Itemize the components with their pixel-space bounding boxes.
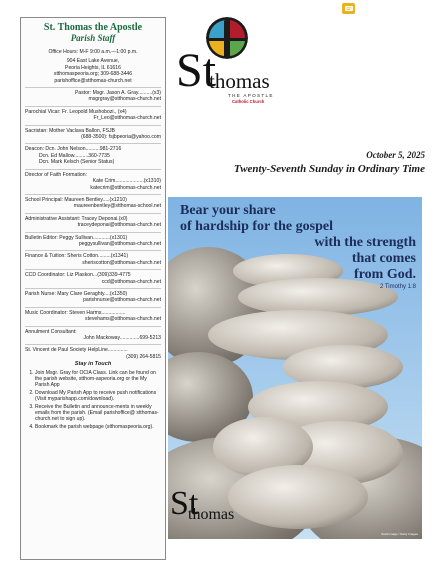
parish-logo	[176, 17, 276, 109]
formation-entry: Director of Faith Formation: Kate Crim....................(x1310) katecrim@stthomas-church.net	[25, 170, 161, 195]
finance-email[interactable]: sheriscotton@stthomas-church.net	[82, 259, 161, 266]
ccd-entry: CCD Coordinator: Liz Plaskon...(309)339-4775 ccd@stthomas-church.net	[25, 270, 161, 289]
list-item: 2. Download My Parish App to receive push notifications (Visit myparishapp.com/download).	[35, 390, 161, 403]
deacon-row: Dcn. Ed Mallow..........360-7735	[39, 152, 110, 159]
office-hours: Office Hours: M-F 9:00 a.m.—1:00 p.m.	[48, 49, 138, 55]
vicar-entry: Parochial Vicar: Fr. Leopold Mushobozi., (x4) Fr_Leo@stthomas-church.net	[25, 107, 161, 126]
music-email[interactable]: stevehams@stthomas-church.net	[85, 316, 161, 323]
watermark-logo: St thomas	[170, 485, 235, 523]
staff-title: St. Thomas the Apostle	[43, 22, 143, 33]
deacon-row: Deacon: Dcn. John Nelson..........981-2716	[25, 146, 122, 153]
address-line: 904 East Lake Avenue,	[66, 58, 120, 65]
finance-entry: Finance & Tuition: Sheris Cotton.........(x1341) sheriscotton@stthomas-church.net	[25, 251, 161, 270]
principal-email[interactable]: maureenbentley@stthomas-school.net	[73, 203, 161, 210]
annulment-entry: Annulment Consultant: John Mackoway..............699-5213	[25, 327, 161, 346]
photo-credit: Stock image / Getty Images	[381, 532, 418, 536]
list-item: 4. Bookmark the parish webpage (stthomaspeoria.org).	[35, 424, 161, 430]
logo-thomas: thomas	[209, 69, 270, 93]
parish-staff-box	[20, 17, 166, 560]
admin-entry: Administrative Assistant: Tracey Deponai.(x0) traceydeponai@stthomas-church.net	[25, 214, 161, 233]
office-email[interactable]: parishoffice@stthomas-church.net	[54, 77, 132, 84]
deacons-entry	[25, 144, 161, 169]
staff-subtitle: Parish Staff	[70, 33, 116, 43]
address-line: Peoria Heights, IL 61616	[65, 64, 121, 71]
pastor-email[interactable]: msgrgray@stthomas-church.net	[88, 96, 161, 103]
sacristan-entry: Sacristan: Mother Vaclava Ballon, FSJB (688-3500): fsjbpeoria@yahoo.com	[25, 126, 161, 145]
scripture-verse: Bear your share of hardship for the gospel with the strength that comes from God. 2 Timothy 1:8	[168, 203, 416, 292]
nurse-email[interactable]: parishnurse@stthomas-church.net	[83, 297, 161, 304]
bulletin-email[interactable]: peggysullivan@stthomas-church.net	[78, 240, 161, 247]
logo-apostle: THE APOSTLE	[228, 93, 274, 98]
principal-entry: School Principal: Maureen Bentley.....(x1210) maureenbentley@stthomas-school.net	[25, 195, 161, 214]
formation-email[interactable]: katecrim@stthomas-church.net	[90, 184, 161, 191]
list-item: 3. Receive the Bulletin and announce-ments in weekly emails from the parish. (Email parishoffice@ stthomas-church.net to sign up).	[35, 404, 161, 423]
admin-email[interactable]: traceydeponai@stthomas-church.net	[77, 222, 161, 229]
svdp-entry: St. Vincent de Paul Society HelpLine.............. (309) 264-5815 Stay in Touch 1. Join Msgr. Gray for OCIA Class. Link can be found on the parish website, stthom-aspeoria.org or the My Parish App 2. Download My Parish App to receive push notifications (Visit myparishapp.com/download). 3. Receive the Bulletin and announce-ments in weekly emails from the parish. (Email parishoffice@ stthomas-church.net to sign up). 4. Bookmark the parish webpage (stthomaspeoria.org).	[25, 345, 161, 434]
vicar-email[interactable]: Fr_Leo@stthomas-church.net	[93, 115, 161, 122]
bulletin-date: October 5, 2025	[366, 150, 425, 160]
chat-icon[interactable]	[342, 3, 355, 14]
music-entry: Music Coordinator: Steven Harms................. stevehams@stthomas-church.net	[25, 308, 161, 327]
deacon-row: Dcn. Mark Kelsch (Senior Status)	[39, 159, 115, 166]
list-item: 1. Join Msgr. Gray for OCIA Class. Link can be found on the parish website, stthom-aspeoria.org or the My Parish App	[35, 370, 161, 389]
logo-st: St	[176, 44, 217, 97]
sacristan-email[interactable]: (688-3500): fsjbpeoria@yahoo.com	[81, 134, 161, 141]
liturgical-sunday: Twenty-Seventh Sunday in Ordinary Time	[233, 163, 425, 175]
office-info	[25, 47, 161, 88]
ccd-email[interactable]: ccd@stthomas-church.net	[101, 278, 161, 285]
verse-citation: 2 Timothy 1:8	[379, 284, 416, 290]
nurse-entry: Parish Nurse: Mary Clare Geraghty....(x1350) parishnurse@stthomas-church.net	[25, 289, 161, 308]
pastor-entry: Pastor: Msgr. Jason A. Gray..........(x3) msgrgray@stthomas-church.net	[25, 88, 161, 107]
logo-church: Catholic Church	[232, 99, 265, 104]
stacked-stones-image	[168, 197, 422, 539]
bulletin-entry: Bulletin Editor: Peggy Sullivan............(x1301) peggysullivan@stthomas-church.net	[25, 233, 161, 252]
website-phone[interactable]: stthomaspeoria.org; 309-688-3446	[53, 71, 133, 78]
stay-in-touch-heading: Stay in Touch	[74, 361, 112, 368]
stay-in-touch-list	[25, 370, 161, 431]
